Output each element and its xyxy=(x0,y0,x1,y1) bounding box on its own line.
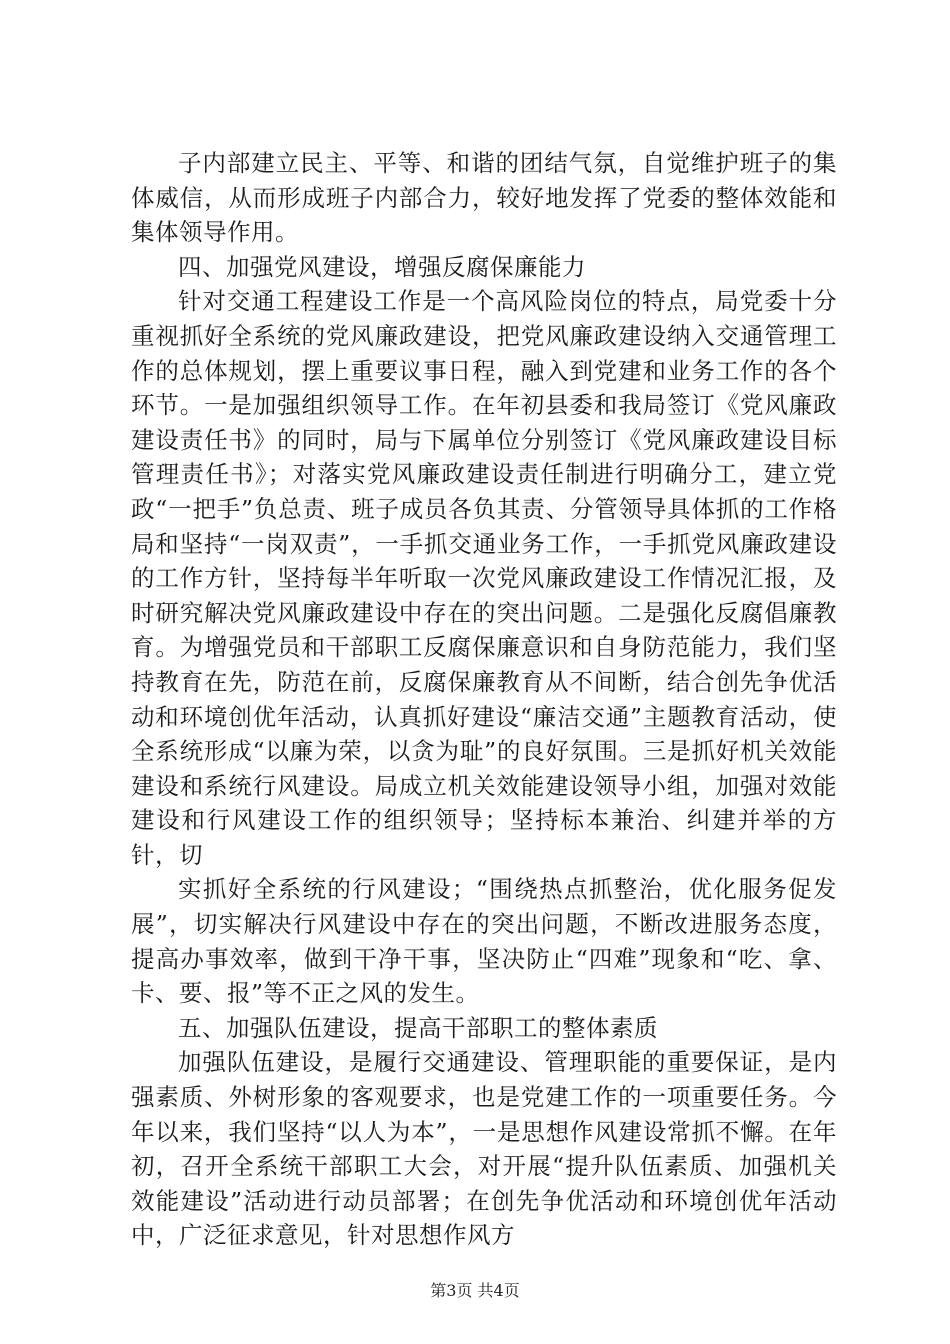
section-heading: 四、加强党风建设，增强反腐保廉能力 xyxy=(178,252,586,281)
section-heading: 五、加强队伍建设，提高干部职工的整体素质 xyxy=(178,1013,658,1042)
paragraph: 加强队伍建设，是履行交通建设、管理职能的重要保证，是内强素质、外树形象的客观要求，也是党建工作的一项重要任务。今年以来，我们坚持“以人为本”，一是思想作风建设常抓不懈。在年初，召开全系统干部职工大会，对开展“提升队伍素质、加强机关效能建设”活动进行动员部署；在创先争优活动和环境创优年活动中，广泛征求意见，针对思想作风方 xyxy=(131,1048,837,1250)
paragraph: 针对交通工程建设工作是一个高风险岗位的特点，局党委十分重视抓好全系统的党风廉政建设，把党风廉政建设纳入交通管理工作的总体规划，摆上重要议事日程，融入到党建和业务工作的各个环节。一是加强组织领导工作。在年初县委和我局签订《党风廉政建设责任书》的同时，局与下属单位分别签订《党风廉政建设目标管理责任书》；对落实党风廉政建设责任制进行明确分工，建立党政“一把手”负总责、班子成员各负其责、分管领导具体抓的工作格局和坚持“一岗双责”，一手抓交通业务工作，一手抓党风廉政建设的工作方针，坚持每半年听取一次党风廉政建设工作情况汇报，及时研究解决党风廉政建设中存在的突出问题。二是强化反腐倡廉教育。为增强党员和干部职工反腐保廉意识和自身防范能力，我们坚持教育在先，防范在前，反腐保廉教育从不间断，结合创先争优活动和环境创优年活动，认真抓好建设“廉洁交通”主题教育活动，使全系统形成“以廉为荣，以贪为耻”的良好氛围。三是抓好机关效能建设和系统行风建设。局成立机关效能建设领导小组，加强对效能建设和行风建设工作的组织领导；坚持标本兼治、纠建并举的方针，切 xyxy=(131,287,837,869)
paragraph: 实抓好全系统的行风建设；“围绕热点抓整治，优化服务促发展”，切实解决行风建设中存在的突出问题，不断改进服务态度，提高办事效率，做到干净干事，坚决防止“四难”现象和“吃、拿、卡、要、报”等不正之风的发生。 xyxy=(131,875,837,1008)
page-footer: 第3页 共4页 xyxy=(430,1281,520,1300)
paragraph: 子内部建立民主、平等、和谐的团结气氛，自觉维护班子的集体威信，从而形成班子内部合力，较好地发挥了党委的整体效能和集体领导作用。 xyxy=(131,149,837,247)
document-body xyxy=(131,146,837,1253)
